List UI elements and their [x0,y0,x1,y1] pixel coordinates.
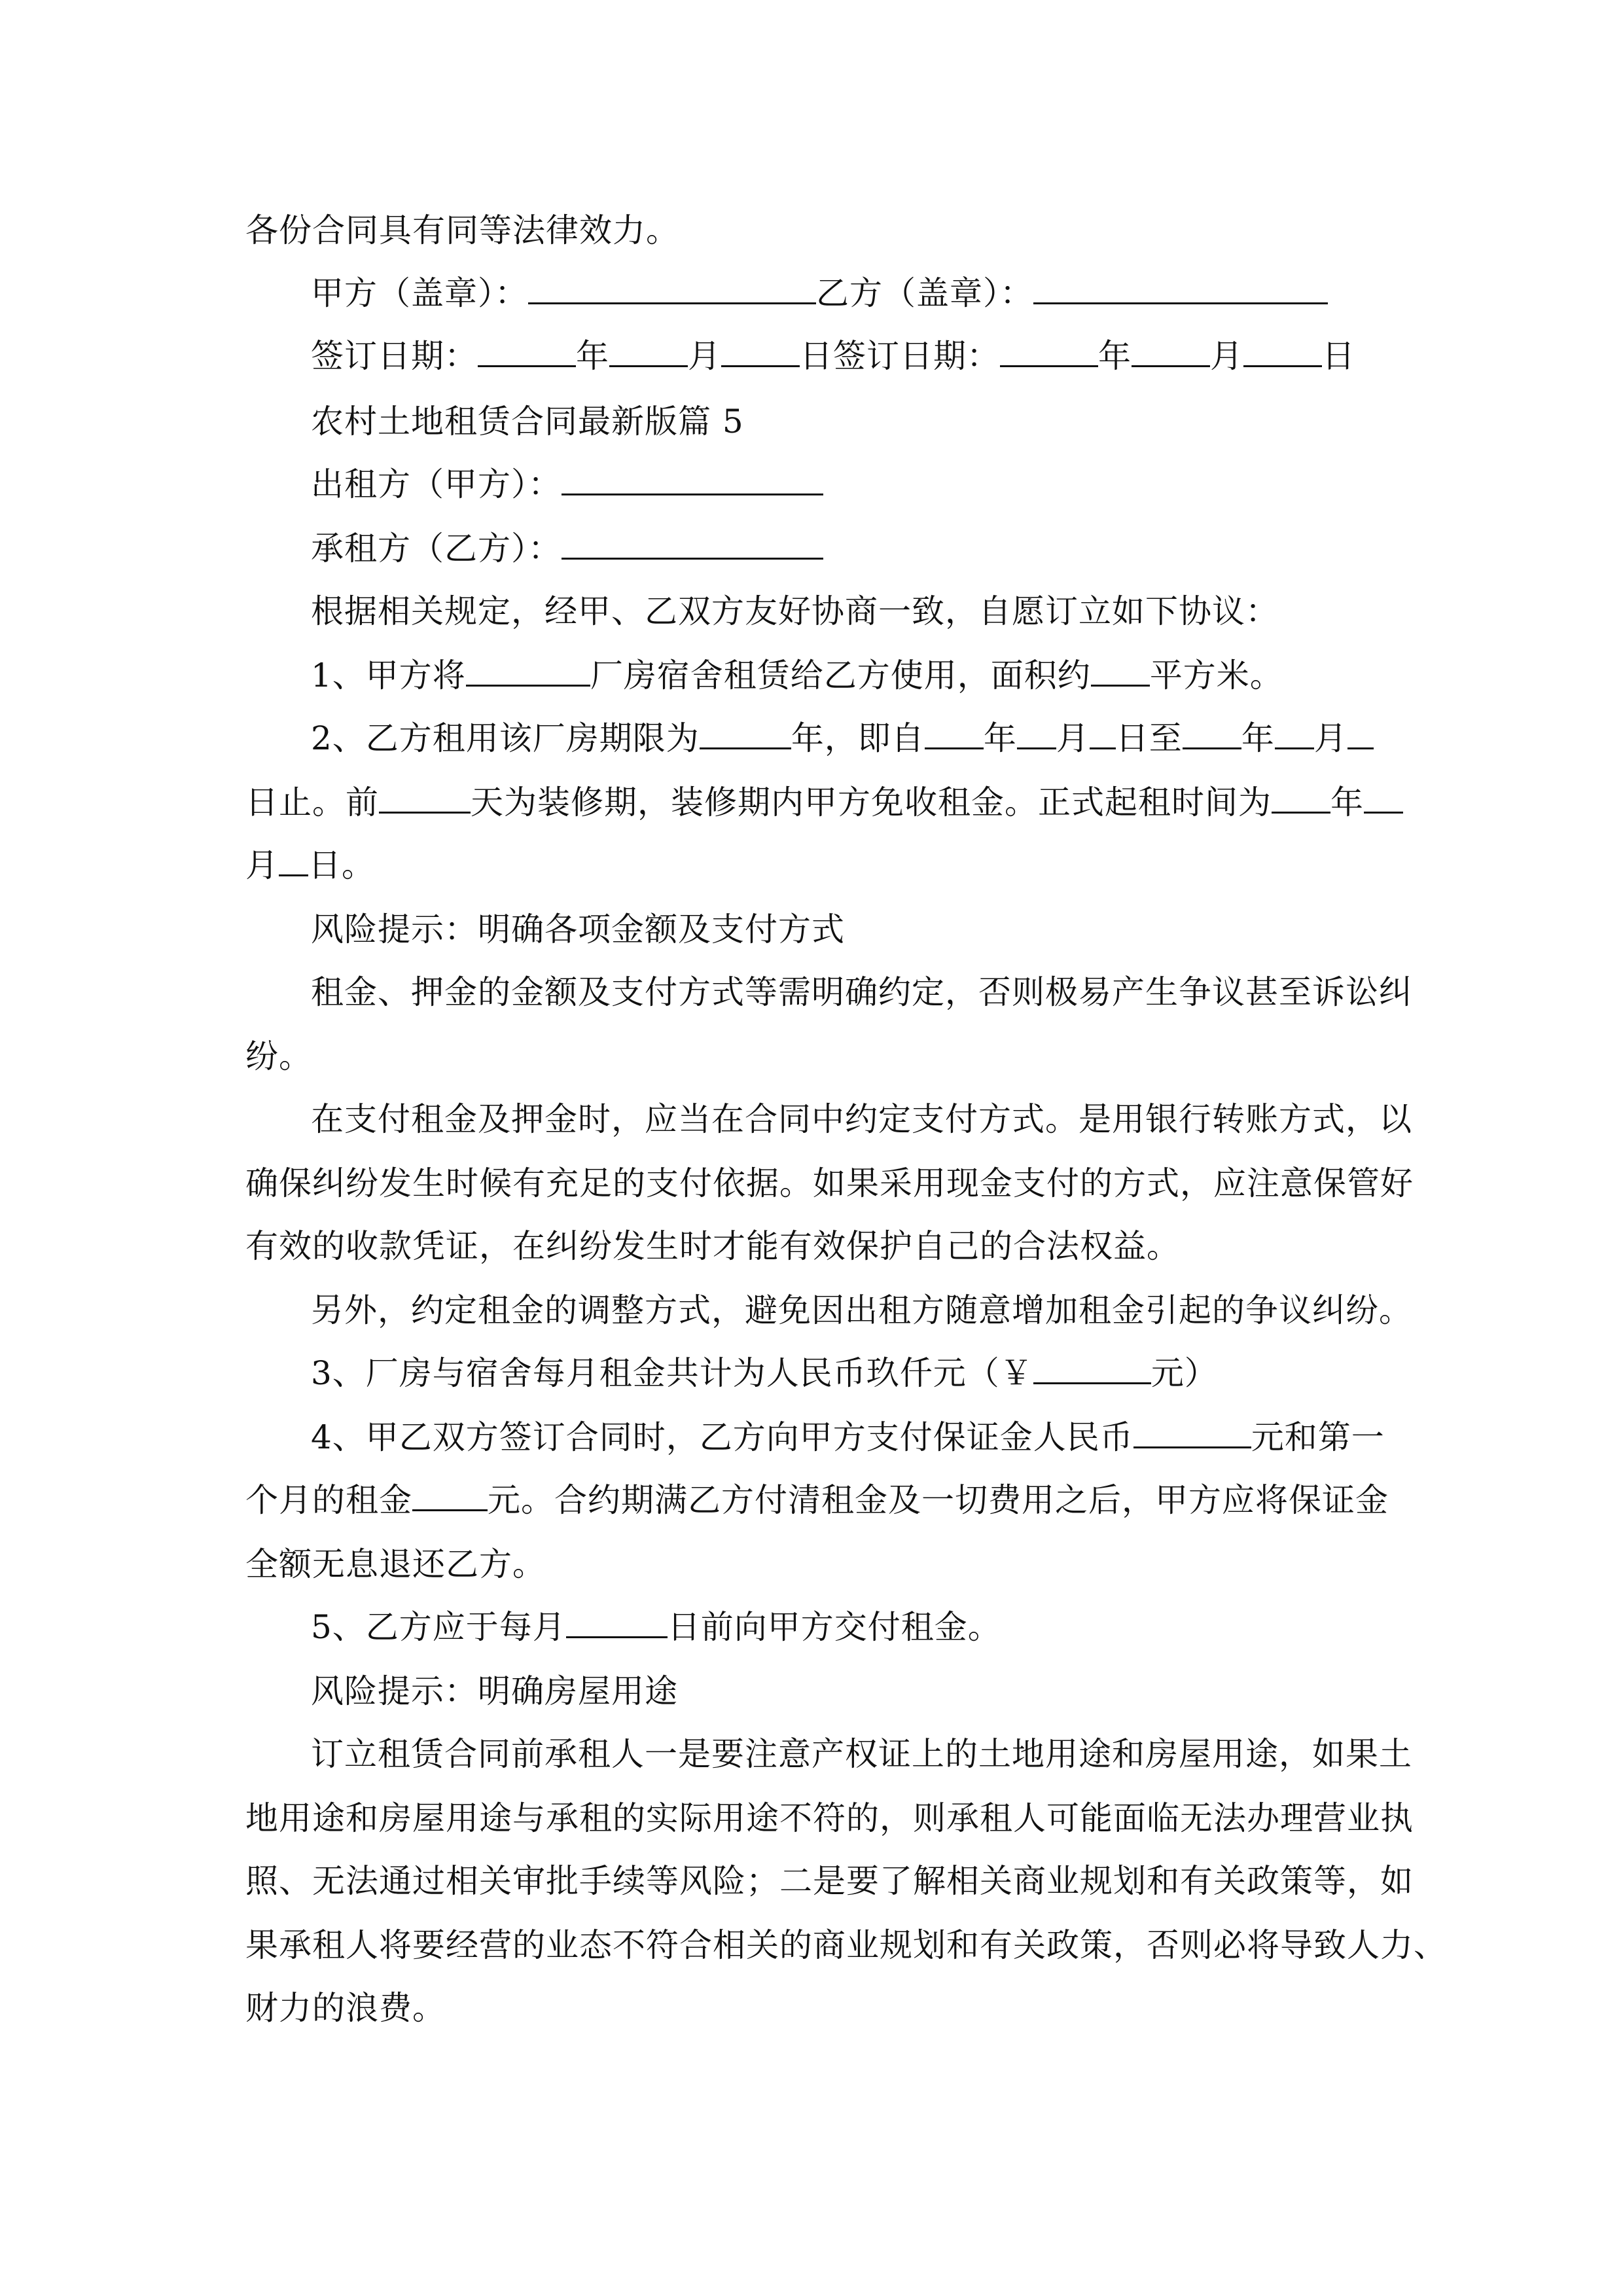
risk-2-l2 [245,1799,1414,1838]
monthly-rent-field[interactable] [1033,1354,1151,1384]
sign-date-line [311,336,1355,376]
risk-1-p1-l1-text: 租金、押金的金额及支付方式等需明确约定，否则极易产生争议甚至诉讼纠 [311,973,1412,1011]
risk-2-title-text: 风险提示：明确房屋用途 [311,1672,678,1710]
agreement-intro [311,592,1279,631]
start-month-field[interactable] [1017,719,1056,749]
month-field-2[interactable] [1132,336,1210,367]
risk-2-l2-text: 地用途和房屋用途与承租的实际用途不符的，则承租人可能面临无法办理营业执 [245,1799,1414,1837]
area-field[interactable] [1091,656,1150,687]
sign-date-label: 签订日期： [311,337,478,375]
risk-2-l4-text: 果承租人将要经营的业态不符合相关的商业规划和有关政策，否则必将导致人力、 [245,1926,1447,1964]
risk-2-l1 [311,1734,1412,1774]
renovation-days-field[interactable] [379,783,471,814]
intro-text: 各份合同具有同等法律效力。 [245,211,679,249]
clause-2-line-3 [245,846,375,885]
day-field[interactable] [721,336,800,367]
risk-1-p1-l1 [311,973,1412,1012]
signature-line [311,274,1328,313]
month-label: 月 [688,337,721,375]
risk-1-p2-l2 [245,1164,1414,1203]
lessor-line [311,465,823,504]
day-field-2[interactable] [1243,336,1322,367]
year-field[interactable] [478,336,576,367]
risk-2-l3 [245,1861,1414,1901]
clause-2 [311,719,1374,758]
risk-1-p1-l2 [245,1037,312,1076]
factory-location-field[interactable] [466,656,590,687]
risk-1-p2-l3 [245,1227,1180,1266]
risk-1-p2-l1 [311,1100,1412,1139]
year-field-2[interactable] [1000,336,1098,367]
clause-5-text-a: 5、乙方应于每月 [311,1608,566,1646]
first-month-rent-field[interactable] [412,1480,488,1511]
clause-2-text-b: 年，即自 [791,719,925,757]
clause-2-l2-text-a: 日止。前 [245,783,379,821]
lessor-field[interactable] [562,465,823,495]
lessee-line [311,529,823,568]
end-month-field[interactable] [1275,719,1314,749]
clause-2-l2-text-c: 年 [1330,783,1364,821]
party-a-seal-field[interactable] [528,274,816,304]
section-heading [311,402,744,441]
risk-1-title [311,910,845,949]
end-day-field[interactable] [1347,719,1374,749]
deposit-field[interactable] [1133,1418,1251,1448]
risk-2-l5-text: 财力的浪费。 [245,1989,446,2027]
clause-1 [311,656,1283,695]
clause-5 [311,1607,1001,1647]
clause-4 [311,1418,1385,1457]
agreement-intro-text: 根据相关规定，经甲、乙双方友好协商一致，自愿订立如下协议： [311,592,1279,630]
end-year-field[interactable] [1183,719,1241,749]
clause-2-l2-text-b: 天为装修期，装修期内甲方免收租金。正式起租时间为 [471,783,1272,821]
risk-1-p3-text: 另外，约定租金的调整方式，避免因出租方随意增加租金引起的争议纠纷。 [311,1291,1412,1329]
clause-4-l3-text: 全额无息退还乙方。 [245,1545,546,1583]
intro-line [245,211,679,250]
clause-1-text-c: 平方米。 [1149,656,1283,694]
clause-4-text-a: 4、甲乙双方签订合同时，乙方向甲方支付保证金人民币 [311,1418,1133,1456]
clause-3 [311,1354,1218,1393]
risk-2-l1-text: 订立租赁合同前承租人一是要注意产权证上的土地用途和房屋用途，如果土 [311,1735,1412,1773]
risk-1-p2-l3-text: 有效的收款凭证，在纠纷发生时才能有效保护自己的合法权益。 [245,1227,1180,1265]
rent-start-year-field[interactable] [1272,783,1330,814]
payment-day-field[interactable] [566,1607,668,1638]
clause-3-text-a: 3、厂房与宿舍每月租金共计为人民币玖仟元（￥ [311,1354,1033,1392]
risk-2-title [311,1672,678,1711]
risk-2-l4 [245,1926,1447,1965]
month-label-2: 月 [1210,337,1243,375]
clause-5-text-b: 日前向甲方交付租金。 [667,1608,1001,1646]
risk-1-p3 [311,1291,1412,1330]
clause-2-l3-text-b: 日。 [308,846,375,884]
lessor-label: 出租方（甲方）： [311,465,562,503]
year-label: 年 [576,337,609,375]
clause-3-text-b: 元） [1150,1354,1218,1392]
risk-1-p2-l1-text: 在支付租金及押金时，应当在合同中约定支付方式。是用银行转账方式，以 [311,1100,1412,1138]
risk-1-p1-l2-text: 纷。 [245,1037,312,1075]
day-label-2: 日 [1322,337,1355,375]
start-day-field[interactable] [1090,719,1116,749]
risk-1-p2-l2-text: 确保纠纷发生时候有充足的支付依据。如果采用现金支付的方式，应注意保管好 [245,1164,1414,1202]
clause-4-text-b: 元和第一 [1251,1418,1385,1456]
risk-1-title-text: 风险提示：明确各项金额及支付方式 [311,910,845,948]
clause-4-line-2 [245,1480,1389,1520]
clause-2-text-f: 年 [1241,719,1275,757]
clause-2-l3-text-a: 月 [245,846,279,884]
risk-2-l3-text: 照、无法通过相关审批手续等风险；二是要了解相关商业规划和有关政策等，如 [245,1862,1414,1900]
month-field[interactable] [609,336,688,367]
risk-2-l5 [245,1988,446,2028]
clause-4-line-3 [245,1545,546,1584]
clause-2-text-a: 2、乙方租用该厂房期限为 [311,719,700,757]
day-sign-date-label: 日签订日期： [800,337,1000,375]
clause-1-text-a: 1、甲方将 [311,656,466,694]
clause-2-text-d: 月 [1056,719,1090,757]
rent-start-day-field[interactable] [279,846,308,876]
heading-text: 农村土地租赁合同最新版篇 5 [311,403,744,440]
term-years-field[interactable] [700,719,791,749]
start-year-field[interactable] [925,719,984,749]
party-a-seal-label: 甲方（盖章）： [311,274,528,312]
clause-1-text-b: 厂房宿舍租赁给乙方使用，面积约 [590,656,1091,694]
lessee-label: 承租方（乙方）： [311,529,562,567]
clause-2-text-e: 日至 [1115,719,1183,757]
clause-4-l2-text-b: 元。合约期满乙方付清租金及一切费用之后，甲方应将保证金 [488,1481,1389,1519]
clause-2-line-2 [245,783,1403,822]
clause-4-l2-text-a: 个月的租金 [245,1481,412,1519]
party-b-seal-label: 乙方（盖章）： [816,274,1033,312]
year-label-2: 年 [1098,337,1132,375]
clause-2-text-g: 月 [1313,719,1347,757]
rent-start-month-field[interactable] [1364,783,1403,814]
party-b-seal-field[interactable] [1033,274,1328,304]
clause-2-text-c: 年 [983,719,1017,757]
lessee-field[interactable] [562,529,823,560]
